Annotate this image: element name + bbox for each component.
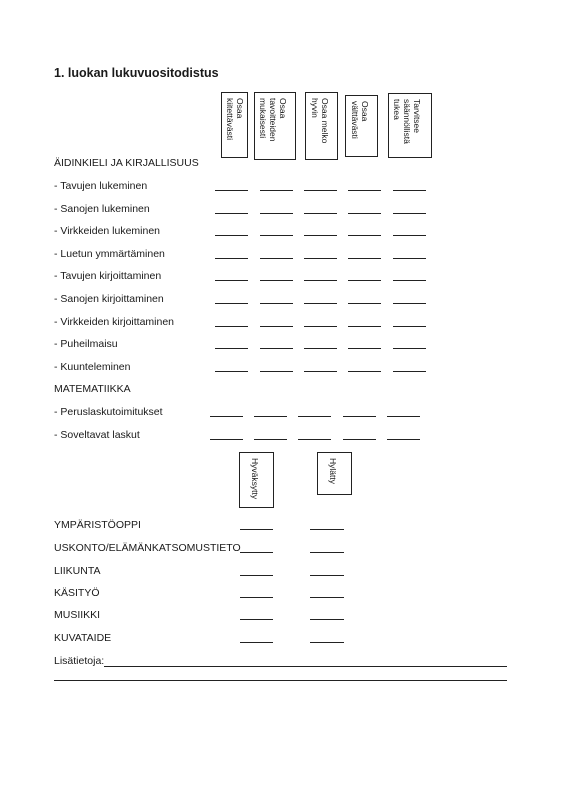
answer-blank-line[interactable]	[240, 619, 273, 620]
answer-blank-line[interactable]	[215, 190, 248, 191]
answer-blank-line[interactable]	[240, 552, 273, 553]
answer-blank-line[interactable]	[215, 235, 248, 236]
subject-label: MUSIIKKI	[54, 609, 101, 621]
answer-blank-line[interactable]	[310, 529, 344, 530]
page-title: 1. luokan lukuvuositodistus	[54, 66, 219, 80]
answer-blank-line[interactable]	[310, 552, 344, 553]
answer-blank-line[interactable]	[215, 213, 248, 214]
scale-header-label: Osaa kiitettävästi	[225, 98, 245, 141]
answer-blank-line[interactable]	[348, 213, 381, 214]
answer-blank-line[interactable]	[304, 258, 337, 259]
finnish-item: - Kuunteleminen	[54, 361, 131, 373]
answer-blank-line[interactable]	[393, 190, 426, 191]
scale-header-quite-well	[305, 92, 338, 160]
answer-blank-line[interactable]	[240, 575, 273, 576]
subject-label: KÄSITYÖ	[54, 587, 100, 599]
math-item: - Soveltavat laskut	[54, 429, 140, 441]
answer-blank-line[interactable]	[254, 439, 287, 440]
answer-blank-line[interactable]	[304, 190, 337, 191]
answer-blank-line[interactable]	[348, 326, 381, 327]
answer-blank-line[interactable]	[215, 280, 248, 281]
answer-blank-line[interactable]	[260, 371, 293, 372]
answer-blank-line[interactable]	[310, 619, 344, 620]
section-heading-math: MATEMATIIKKA	[54, 383, 131, 395]
answer-blank-line[interactable]	[215, 371, 248, 372]
pass-header-box	[239, 452, 274, 508]
answer-blank-line[interactable]	[215, 258, 248, 259]
answer-blank-line[interactable]	[260, 190, 293, 191]
scale-header-label: Tarvitsee säännöllistä tukea	[392, 99, 422, 144]
fail-header-label: Hylätty	[328, 458, 338, 484]
answer-blank-line[interactable]	[348, 303, 381, 304]
answer-blank-line[interactable]	[348, 258, 381, 259]
answer-blank-line[interactable]	[310, 642, 344, 643]
subject-label: USKONTO/ELÄMÄNKATSOMUSTIETO	[54, 542, 241, 554]
answer-blank-line[interactable]	[240, 529, 273, 530]
answer-blank-line[interactable]	[348, 348, 381, 349]
subject-label: LIIKUNTA	[54, 565, 101, 577]
answer-blank-line[interactable]	[210, 439, 243, 440]
answer-blank-line[interactable]	[393, 326, 426, 327]
answer-blank-line[interactable]	[348, 371, 381, 372]
answer-blank-line[interactable]	[393, 303, 426, 304]
scale-header-excellent	[221, 92, 248, 158]
answer-blank-line[interactable]	[348, 280, 381, 281]
answer-blank-line[interactable]	[393, 280, 426, 281]
answer-blank-line[interactable]	[210, 416, 243, 417]
finnish-item: - Virkkeiden kirjoittaminen	[54, 316, 175, 328]
answer-blank-line[interactable]	[393, 235, 426, 236]
answer-blank-line[interactable]	[304, 213, 337, 214]
answer-blank-line[interactable]	[310, 597, 344, 598]
answer-blank-line[interactable]	[260, 326, 293, 327]
notes-label: Lisätietoja:	[54, 655, 105, 667]
answer-blank-line[interactable]	[304, 348, 337, 349]
pass-header-label: Hyväksytty	[250, 458, 260, 500]
answer-blank-line[interactable]	[393, 213, 426, 214]
answer-blank-line[interactable]	[254, 416, 287, 417]
answer-blank-line[interactable]	[215, 303, 248, 304]
subject-label: KUVATAIDE	[54, 632, 112, 644]
scale-header-as-expected	[254, 92, 296, 160]
answer-blank-line[interactable]	[260, 348, 293, 349]
answer-blank-line[interactable]	[348, 235, 381, 236]
notes-line-2[interactable]	[54, 680, 507, 681]
fail-header-box	[317, 452, 352, 495]
answer-blank-line[interactable]	[393, 258, 426, 259]
answer-blank-line[interactable]	[298, 416, 331, 417]
section-heading-finnish: ÄIDINKIELI JA KIRJALLISUUS	[54, 157, 199, 169]
scale-header-label: Osaa välttävästi	[350, 101, 370, 139]
answer-blank-line[interactable]	[393, 348, 426, 349]
finnish-item: - Virkkeiden lukeminen	[54, 225, 161, 237]
answer-blank-line[interactable]	[304, 326, 337, 327]
finnish-item: - Luetun ymmärtäminen	[54, 248, 165, 260]
answer-blank-line[interactable]	[348, 190, 381, 191]
subject-label: YMPÄRISTÖOPPI	[54, 519, 141, 531]
answer-blank-line[interactable]	[304, 280, 337, 281]
finnish-item: - Puheilmaisu	[54, 338, 118, 350]
finnish-item: - Sanojen kirjoittaminen	[54, 293, 164, 305]
answer-blank-line[interactable]	[215, 326, 248, 327]
answer-blank-line[interactable]	[304, 235, 337, 236]
answer-blank-line[interactable]	[387, 416, 420, 417]
scale-header-label: Osaa tavoitteiden mukaisesti	[258, 98, 288, 142]
answer-blank-line[interactable]	[387, 439, 420, 440]
math-item: - Peruslaskutoimitukset	[54, 406, 163, 418]
answer-blank-line[interactable]	[260, 235, 293, 236]
answer-blank-line[interactable]	[343, 416, 376, 417]
answer-blank-line[interactable]	[343, 439, 376, 440]
answer-blank-line[interactable]	[260, 213, 293, 214]
finnish-item: - Tavujen lukeminen	[54, 180, 148, 192]
scale-header-adequate	[345, 95, 378, 157]
scale-header-needs-support	[388, 93, 432, 158]
answer-blank-line[interactable]	[215, 348, 248, 349]
answer-blank-line[interactable]	[304, 371, 337, 372]
answer-blank-line[interactable]	[240, 597, 273, 598]
notes-line-1[interactable]	[104, 666, 507, 667]
answer-blank-line[interactable]	[304, 303, 337, 304]
answer-blank-line[interactable]	[240, 642, 273, 643]
scale-header-label: Osaa melko hyvin	[310, 98, 330, 144]
answer-blank-line[interactable]	[298, 439, 331, 440]
finnish-item: - Sanojen lukeminen	[54, 203, 150, 215]
finnish-item: - Tavujen kirjoittaminen	[54, 270, 162, 282]
answer-blank-line[interactable]	[310, 575, 344, 576]
answer-blank-line[interactable]	[260, 258, 293, 259]
answer-blank-line[interactable]	[260, 303, 293, 304]
answer-blank-line[interactable]	[260, 280, 293, 281]
answer-blank-line[interactable]	[393, 371, 426, 372]
